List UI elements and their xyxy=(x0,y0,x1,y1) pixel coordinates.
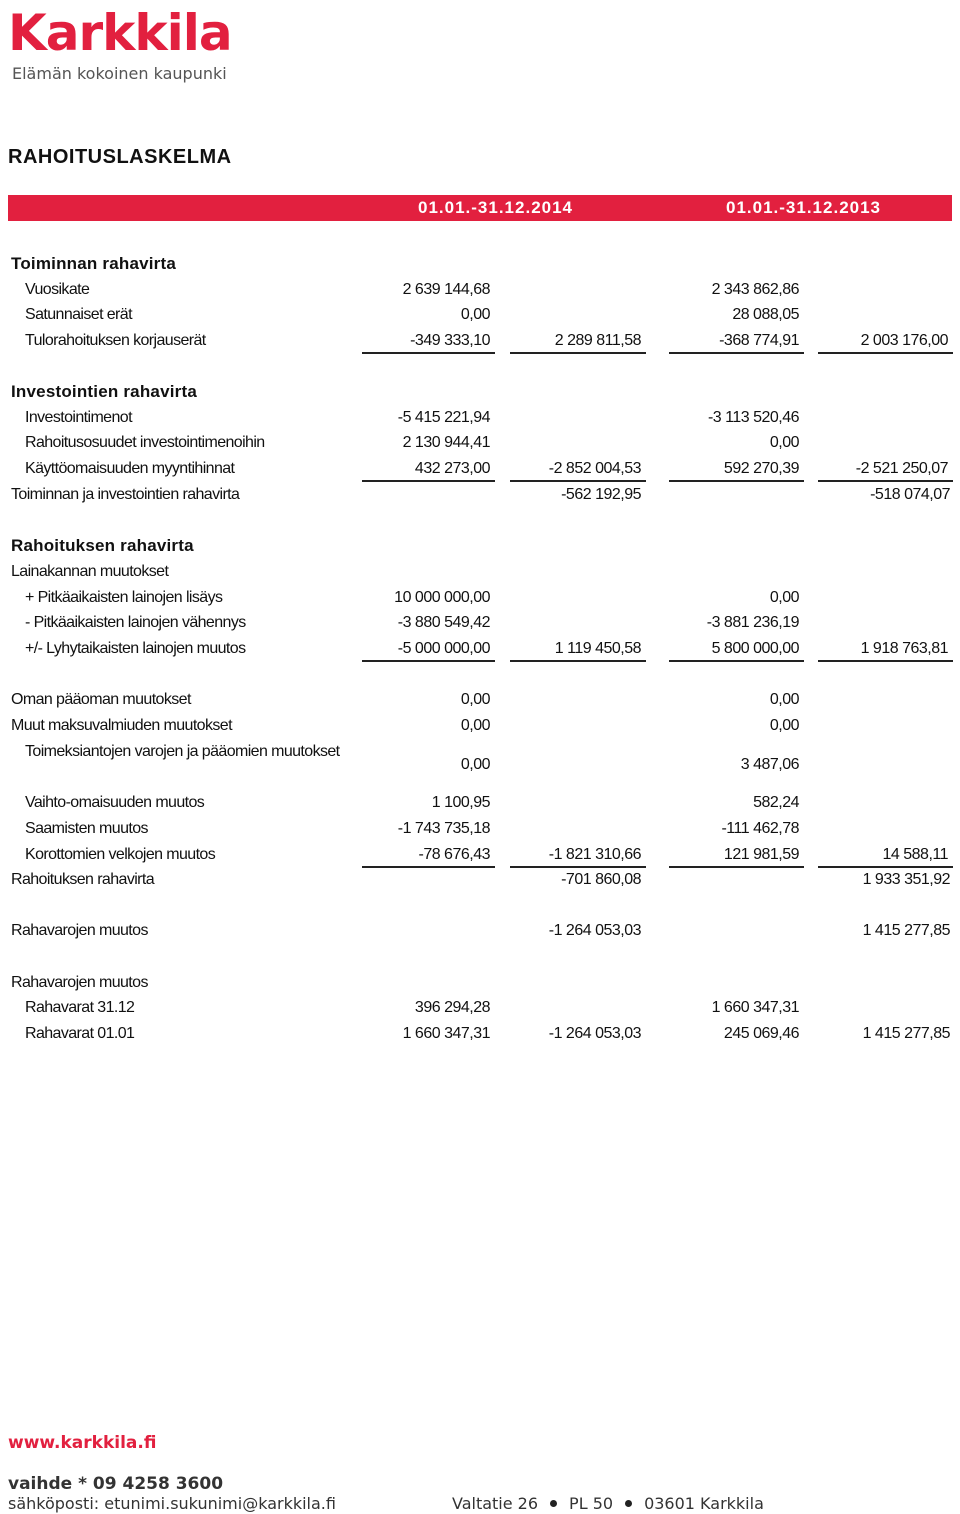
table-row xyxy=(0,405,960,431)
karkkila-logo xyxy=(6,2,232,88)
period-2013-header: 01.01.-31.12.2013 xyxy=(726,198,882,217)
row-label: Rahavarojen muutos xyxy=(11,974,148,991)
table-row xyxy=(0,302,960,328)
cell-2013-item: -368 774,91 xyxy=(669,328,804,354)
table-row xyxy=(0,456,960,482)
row-label: Rahoitusosuudet investointimenoihin xyxy=(25,434,265,451)
row-label: + Pitkäaikaisten lainojen lisäys xyxy=(25,589,223,606)
row-label-multiline: Toimeksiantojen varojen ja pääomien muutokset xyxy=(25,743,340,760)
cell-2014-item: 0,00 xyxy=(460,756,490,773)
cell-2014-item: 396 294,28 xyxy=(414,999,490,1016)
row-label: Muut maksuvalmiuden muutokset xyxy=(11,717,232,734)
street-address: Valtatie 26 xyxy=(452,1494,539,1513)
row-label: Rahoituksen rahavirta xyxy=(11,871,155,888)
section-heading-row xyxy=(0,379,960,405)
bullet-separator xyxy=(625,1500,632,1507)
cell-2014-total: -1 264 053,03 xyxy=(548,922,641,939)
row-label: Käyttöomaisuuden myyntihinnat xyxy=(25,460,235,477)
row-label: Saamisten muutos xyxy=(25,820,148,837)
cell-2014-subtotal: -1 264 053,03 xyxy=(548,1025,641,1042)
cell-2014-item: -5 415 221,94 xyxy=(397,409,490,426)
total-row xyxy=(0,867,960,893)
table-row xyxy=(0,842,960,868)
section-heading: Investointien rahavirta xyxy=(11,382,197,401)
row-label: Korottomien velkojen muutos xyxy=(25,846,216,863)
period-2014-header: 01.01.-31.12.2014 xyxy=(418,198,574,217)
row-label: Tulorahoituksen korjauserät xyxy=(25,332,206,349)
cell-2013-subtotal: 1 918 763,81 xyxy=(818,636,953,662)
cell-2013-item: 3 487,06 xyxy=(740,756,799,773)
cell-2013-total: 1 415 277,85 xyxy=(862,922,950,939)
section-heading-row xyxy=(0,533,960,559)
table-row xyxy=(0,790,960,816)
table-row xyxy=(0,687,960,713)
cell-2014-item: 0,00 xyxy=(460,717,490,734)
cell-2014-item: -349 333,10 xyxy=(362,328,495,354)
cell-2013-item: 245 069,46 xyxy=(723,1025,799,1042)
cell-2014-item: 432 273,00 xyxy=(362,456,495,482)
cell-2014-subtotal: -2 852 004,53 xyxy=(510,456,646,482)
cell-2014-item: 0,00 xyxy=(460,691,490,708)
cell-2013-total: 1 933 351,92 xyxy=(862,871,950,888)
cell-2014-item: -78 676,43 xyxy=(362,842,495,868)
subheading-row xyxy=(0,559,960,585)
cell-2013-item: 0,00 xyxy=(769,717,799,734)
cell-2013-total: -518 074,07 xyxy=(870,486,950,503)
table-row xyxy=(0,1021,960,1047)
table-row xyxy=(0,995,960,1021)
cell-2014-total: -701 860,08 xyxy=(561,871,641,888)
row-label: Vaihto-omaisuuden muutos xyxy=(25,794,205,811)
cell-2013-item: -3 881 236,19 xyxy=(706,614,799,631)
cell-2014-total: -562 192,95 xyxy=(561,486,641,503)
period-header-bar xyxy=(8,195,952,221)
row-label: Rahavarat 31.12 xyxy=(25,999,135,1016)
table-row xyxy=(0,585,960,611)
total-row xyxy=(0,918,960,944)
row-label: Oman pääoman muutokset xyxy=(11,691,191,708)
section-heading: Rahoituksen rahavirta xyxy=(11,536,194,555)
table-row xyxy=(0,713,960,739)
row-label: Rahavarat 01.01 xyxy=(25,1025,135,1042)
cell-2013-item: 592 270,39 xyxy=(669,456,804,482)
phone-number: vaihde * 09 4258 3600 xyxy=(8,1474,224,1494)
cell-2013-item: 5 800 000,00 xyxy=(669,636,804,662)
row-label: +/- Lyhytaikaisten lainojen muutos xyxy=(25,640,246,657)
table-row xyxy=(0,277,960,303)
cell-2014-item: 1 660 347,31 xyxy=(402,1025,490,1042)
cell-2014-item: -5 000 000,00 xyxy=(362,636,495,662)
table-row xyxy=(0,328,960,354)
cell-2014-item: 10 000 000,00 xyxy=(394,589,490,606)
cell-2014-item: 1 100,95 xyxy=(431,794,490,811)
website-link[interactable]: www.karkkila.fi xyxy=(8,1433,157,1453)
cell-2013-item: -3 113 520,46 xyxy=(707,409,799,426)
cell-2014-item: -1 743 735,18 xyxy=(397,820,490,837)
row-label: Vuosikate xyxy=(25,281,90,298)
cell-2013-item: -111 462,78 xyxy=(721,820,799,837)
row-label: Lainakannan muutokset xyxy=(11,563,169,580)
row-label: Toiminnan ja investointien rahavirta xyxy=(11,486,240,503)
cell-2014-item: -3 880 549,42 xyxy=(397,614,490,631)
cell-2013-item: 0,00 xyxy=(769,589,799,606)
cell-2013-item: 0,00 xyxy=(769,691,799,708)
cell-2013-subtotal: 1 415 277,85 xyxy=(862,1025,950,1042)
section-heading: Toiminnan rahavirta xyxy=(11,254,177,273)
cell-2013-item: 28 088,05 xyxy=(732,306,799,323)
cell-2013-item: 582,24 xyxy=(753,794,799,811)
logo-tagline: Elämän kokoinen kaupunki xyxy=(12,64,227,83)
logo-wordmark: Karkkila xyxy=(8,4,232,62)
contact-line xyxy=(8,1494,808,1513)
section-heading-row xyxy=(0,251,960,277)
cell-2014-subtotal: 2 289 811,58 xyxy=(510,328,646,354)
cell-2014-item: 0,00 xyxy=(460,306,490,323)
row-label: Rahavarojen muutos xyxy=(11,922,148,939)
row-label: - Pitkäaikaisten lainojen vähennys xyxy=(25,614,246,631)
cell-2013-subtotal: -2 521 250,07 xyxy=(818,456,953,482)
cell-2013-subtotal: 14 588,11 xyxy=(818,842,953,868)
cell-2013-item: 2 343 862,86 xyxy=(711,281,799,298)
cell-2013-item: 121 981,59 xyxy=(669,842,804,868)
cell-2014-item: 2 130 944,41 xyxy=(402,434,490,451)
page-title: RAHOITUSLASKELMA xyxy=(8,146,232,168)
row-label: Satunnaiset erät xyxy=(25,306,132,323)
bullet-separator xyxy=(550,1500,557,1507)
table-row xyxy=(0,636,960,662)
table-row xyxy=(0,430,960,456)
table-row xyxy=(0,816,960,842)
po-box: PL 50 xyxy=(569,1494,614,1513)
cell-2014-subtotal: 1 119 450,58 xyxy=(510,636,646,662)
cell-2013-item: 0,00 xyxy=(769,434,799,451)
cell-2013-subtotal: 2 003 176,00 xyxy=(818,328,953,354)
row-label: Investointimenot xyxy=(25,409,132,426)
subheading-row xyxy=(0,970,960,996)
cell-2014-subtotal: -1 821 310,66 xyxy=(510,842,646,868)
table-row xyxy=(0,752,960,778)
table-row xyxy=(0,610,960,636)
total-row xyxy=(0,482,960,508)
cell-2014-item: 2 639 144,68 xyxy=(402,281,490,298)
postal-address: 03601 Karkkila xyxy=(644,1494,764,1513)
email-address[interactable]: sähköposti: etunimi.sukunimi@karkkila.fi xyxy=(8,1494,336,1513)
cell-2013-item: 1 660 347,31 xyxy=(711,999,799,1016)
